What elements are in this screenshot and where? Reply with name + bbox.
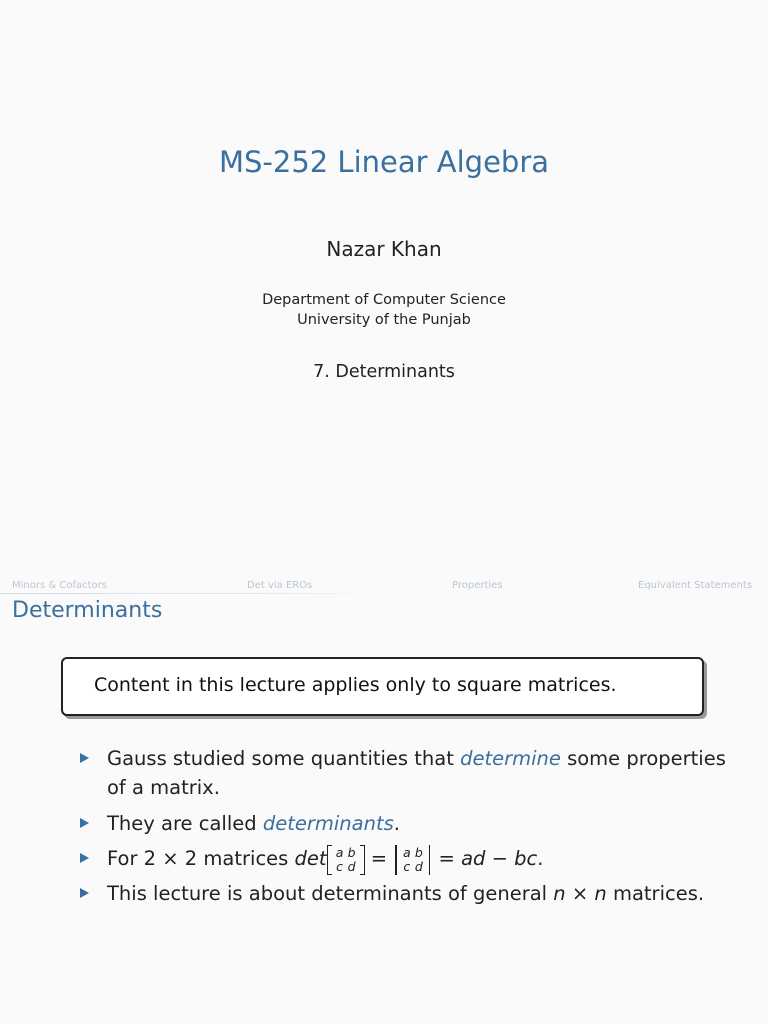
content-slide: Minors & Cofactors Det via EROs Properties Equivalent Statements Determinants Content in this lecture applies only to square matrices. Gauss studied some quantities that determine some properties of a matrix. They are called determinants. For 2 × 2 matrices det a b c d = a b c d = ad − bc. This lecture is about determinants of general n × n matrices. xyxy=(0,576,768,1024)
left-bar xyxy=(395,845,397,875)
lecture-subtitle: 7. Determinants xyxy=(313,362,455,382)
bullet-triangle-icon xyxy=(80,888,89,898)
nav-item-equivalent-statements[interactable]: Equivalent Statements xyxy=(638,580,753,591)
matrix-bracketed: a b c d xyxy=(335,844,356,874)
department-name: Department of Computer Science xyxy=(262,292,506,308)
frame-title: Determinants xyxy=(12,598,163,623)
author-name: Nazar Khan xyxy=(326,237,442,261)
nav-divider xyxy=(0,593,390,594)
bullet-triangle-icon xyxy=(80,818,89,828)
bullet-triangle-icon xyxy=(80,853,89,863)
nav-item-det-via-eros[interactable]: Det via EROs xyxy=(247,580,313,591)
presentation-title: MS-252 Linear Algebra xyxy=(218,145,550,179)
note-box xyxy=(61,657,704,716)
note-box-text: Content in this lecture applies only to square matrices. xyxy=(94,674,617,696)
university-name: University of the Punjab xyxy=(297,312,471,328)
matrix-determinant: a b c d xyxy=(402,844,423,874)
bullet-triangle-icon xyxy=(80,753,89,763)
highlight-determine: determine xyxy=(460,747,561,770)
right-bar xyxy=(429,845,431,875)
nav-item-minors-cofactors[interactable]: Minors & Cofactors xyxy=(12,580,107,591)
determinant-formula: For 2 × 2 matrices det a b c d = a b c d = ad − bc. xyxy=(107,844,544,874)
highlight-determinants: determinants xyxy=(262,812,394,835)
left-bracket xyxy=(327,845,332,875)
institute xyxy=(0,290,768,330)
nav-item-properties[interactable]: Properties xyxy=(452,580,503,591)
